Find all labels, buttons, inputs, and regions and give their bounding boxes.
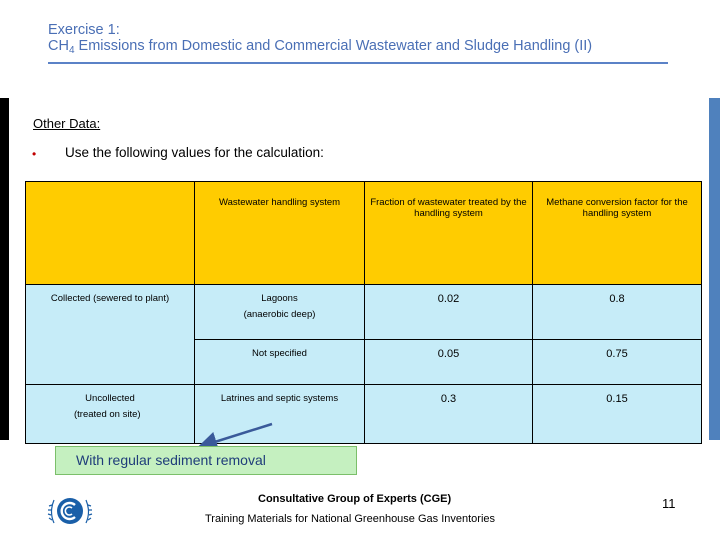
page-number: 11: [662, 496, 676, 511]
title-subscript: 4: [68, 45, 75, 56]
section-heading: Other Data:: [33, 116, 101, 131]
fraction-not-specified: 0.05: [365, 340, 533, 385]
title-divider: [48, 62, 668, 64]
fraction-lagoons: 0.02: [365, 285, 533, 340]
sediment-removal-callout: [55, 446, 357, 475]
parameters-table: [25, 181, 702, 444]
footer-organization: Consultative Group of Experts (CGE): [258, 493, 452, 505]
slide-title: [48, 22, 668, 59]
title-ch: CH: [48, 38, 69, 54]
category-uncollected: Uncollected (treated on site): [26, 385, 195, 444]
title-rest: Emissions from Domestic and Commercial Wastewater and Sludge Handling (II): [74, 38, 593, 54]
category-uncollected-sub: (treated on site): [74, 409, 141, 420]
mcf-latrines: 0.15: [533, 385, 702, 444]
mcf-not-specified: 0.75: [533, 340, 702, 385]
header-mcf: Methane conversion factor for the handling system: [533, 182, 702, 285]
callout-text: With regular sediment removal: [76, 452, 266, 468]
category-collected: Collected (sewered to plant): [26, 285, 195, 385]
table-header-row: [26, 182, 702, 285]
system-not-specified: Not specified: [195, 340, 365, 385]
fraction-latrines: 0.3: [365, 385, 533, 444]
right-accent-bar: [709, 98, 720, 440]
header-empty-cell: [26, 182, 195, 285]
system-lagoons: Lagoons (anaerobic deep): [195, 285, 365, 340]
left-accent-bar: [0, 98, 9, 440]
title-line-1: Exercise 1:: [48, 22, 120, 38]
bullet-icon: •: [32, 147, 37, 161]
header-handling-system: Wastewater handling system: [195, 182, 365, 285]
system-latrines: Latrines and septic systems: [195, 385, 365, 444]
header-fraction: Fraction of wastewater treated by the handling system: [365, 182, 533, 285]
system-lagoons-sub: (anaerobic deep): [243, 309, 316, 320]
table-row: [26, 385, 702, 444]
footer-subtitle: Training Materials for National Greenhouse Gas Inventories: [205, 513, 496, 525]
bullet-text: Use the following values for the calculation:: [65, 145, 324, 160]
title-line-2: [48, 38, 668, 59]
unfccc-logo-icon: [46, 490, 94, 530]
table-row: [26, 285, 702, 340]
mcf-lagoons: 0.8: [533, 285, 702, 340]
